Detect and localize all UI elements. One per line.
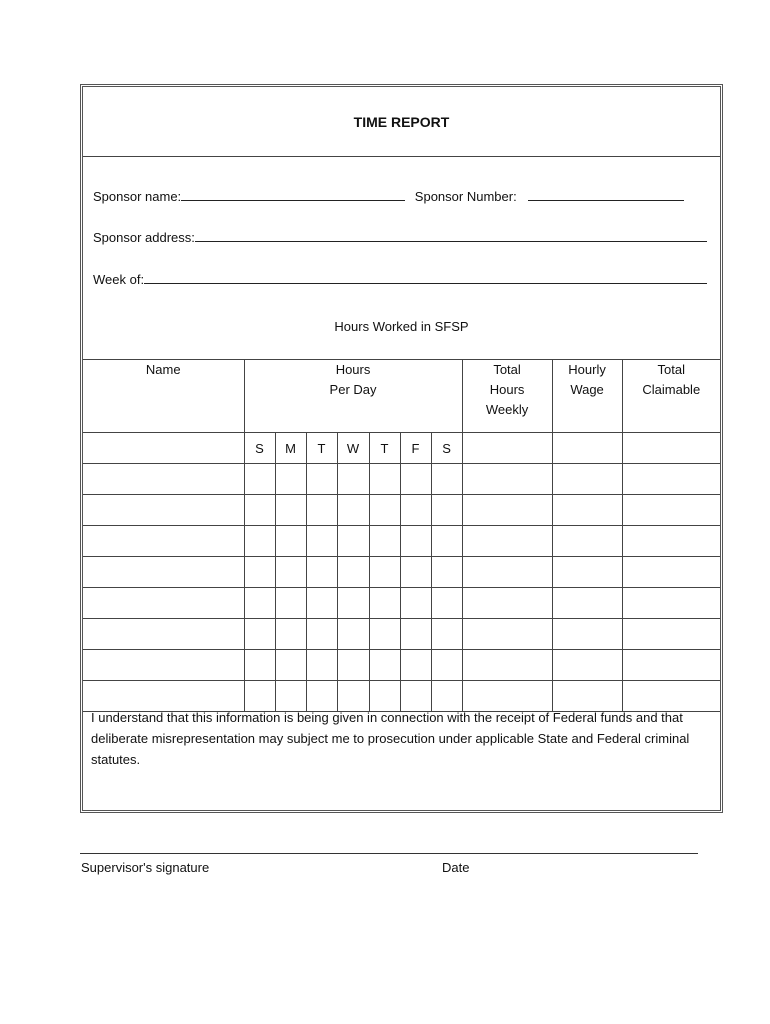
- table-cell[interactable]: [462, 557, 552, 588]
- sponsor-name-label: Sponsor name:: [93, 189, 182, 204]
- time-report-form: [80, 84, 723, 813]
- table-cell[interactable]: [462, 650, 552, 681]
- header-hours-per-day: Hours Per Day: [244, 360, 462, 433]
- table-cell[interactable]: [244, 650, 275, 681]
- table-cell[interactable]: [431, 588, 462, 619]
- table-cell[interactable]: [275, 464, 306, 495]
- table-cell[interactable]: [244, 495, 275, 526]
- day-label-thursday: T: [369, 433, 400, 464]
- table-cell[interactable]: [337, 526, 369, 557]
- supervisor-signature-line[interactable]: [80, 853, 698, 854]
- table-cell[interactable]: [552, 619, 622, 650]
- table-cell[interactable]: [369, 650, 400, 681]
- header-name: Name: [83, 360, 244, 433]
- table-cell[interactable]: [431, 495, 462, 526]
- table-cell[interactable]: [400, 495, 431, 526]
- table-cell[interactable]: [306, 619, 337, 650]
- table-cell[interactable]: [83, 526, 244, 557]
- table-cell[interactable]: [337, 650, 369, 681]
- header-total-claimable: Total Claimable: [622, 360, 720, 433]
- table-row: [83, 526, 720, 557]
- sponsor-address-row: [93, 228, 707, 245]
- table-cell[interactable]: [83, 557, 244, 588]
- table-row: [83, 464, 720, 495]
- table-cell[interactable]: [552, 588, 622, 619]
- table-cell[interactable]: [275, 650, 306, 681]
- table-cell[interactable]: [622, 588, 720, 619]
- table-cell[interactable]: [83, 588, 244, 619]
- table-cell[interactable]: [337, 557, 369, 588]
- table-cell[interactable]: [306, 588, 337, 619]
- table-cell[interactable]: [400, 464, 431, 495]
- week-of-line[interactable]: [144, 270, 707, 284]
- table-cell[interactable]: [306, 557, 337, 588]
- table-cell[interactable]: [431, 464, 462, 495]
- table-cell[interactable]: [306, 495, 337, 526]
- table-cell[interactable]: [369, 619, 400, 650]
- table-cell[interactable]: [83, 619, 244, 650]
- form-title: TIME REPORT: [83, 87, 720, 157]
- table-cell[interactable]: [275, 619, 306, 650]
- table-cell[interactable]: [622, 650, 720, 681]
- table-cell[interactable]: [552, 433, 622, 464]
- table-cell[interactable]: [337, 495, 369, 526]
- table-cell[interactable]: [400, 557, 431, 588]
- table-row: [83, 588, 720, 619]
- table-cell[interactable]: [306, 464, 337, 495]
- day-label-saturday: S: [431, 433, 462, 464]
- table-cell[interactable]: [552, 464, 622, 495]
- table-cell[interactable]: [622, 557, 720, 588]
- hours-table: [83, 359, 720, 712]
- table-cell[interactable]: [337, 588, 369, 619]
- table-cell[interactable]: [369, 557, 400, 588]
- table-row: [83, 619, 720, 650]
- table-cell[interactable]: [275, 495, 306, 526]
- table-cell[interactable]: [83, 433, 244, 464]
- table-cell[interactable]: [275, 526, 306, 557]
- table-cell[interactable]: [462, 433, 552, 464]
- sponsor-number-label: Sponsor Number:: [414, 189, 517, 204]
- supervisor-signature-label: Supervisor's signature: [81, 860, 210, 875]
- table-cell[interactable]: [337, 464, 369, 495]
- table-row: [83, 650, 720, 681]
- table-cell[interactable]: [400, 619, 431, 650]
- table-header-row: [83, 360, 720, 433]
- table-cell[interactable]: [83, 495, 244, 526]
- table-cell[interactable]: [337, 619, 369, 650]
- sponsor-name-line[interactable]: [181, 187, 405, 201]
- table-cell[interactable]: [400, 588, 431, 619]
- table-cell[interactable]: [369, 495, 400, 526]
- table-cell[interactable]: [244, 464, 275, 495]
- header-total-hours-weekly: Total Hours Weekly: [462, 360, 552, 433]
- table-cell[interactable]: [431, 650, 462, 681]
- sponsor-address-line[interactable]: [195, 228, 707, 242]
- header-hourly-wage: Hourly Wage: [552, 360, 622, 433]
- table-cell[interactable]: [462, 526, 552, 557]
- day-labels-row: [83, 433, 720, 464]
- table-cell[interactable]: [431, 619, 462, 650]
- table-cell[interactable]: [622, 619, 720, 650]
- table-cell[interactable]: [83, 650, 244, 681]
- sponsor-number-line[interactable]: [528, 187, 684, 201]
- table-cell[interactable]: [400, 650, 431, 681]
- sponsor-address-label: Sponsor address:: [93, 230, 195, 245]
- table-cell[interactable]: [622, 464, 720, 495]
- sponsor-name-row: [93, 187, 684, 204]
- table-cell[interactable]: [552, 650, 622, 681]
- table-cell[interactable]: [306, 650, 337, 681]
- week-of-row: [93, 270, 707, 287]
- table-cell[interactable]: [244, 526, 275, 557]
- table-cell[interactable]: [552, 526, 622, 557]
- table-cell[interactable]: [400, 526, 431, 557]
- table-row: [83, 495, 720, 526]
- week-of-label: Week of:: [93, 272, 145, 287]
- table-cell[interactable]: [275, 557, 306, 588]
- certification-statement: I understand that this information is being given in connection with the receipt of Federal funds and that deliberate misrepresentation may subject me to prosecution under applicable State and Federal criminal statutes.: [91, 710, 690, 767]
- table-cell[interactable]: [369, 526, 400, 557]
- table-cell[interactable]: [275, 588, 306, 619]
- table-cell[interactable]: [462, 619, 552, 650]
- table-row: [83, 557, 720, 588]
- date-label: Date: [442, 860, 470, 875]
- table-cell[interactable]: [244, 588, 275, 619]
- table-cell[interactable]: [244, 619, 275, 650]
- table-cell[interactable]: [462, 588, 552, 619]
- day-label-friday: F: [400, 433, 431, 464]
- table-cell[interactable]: [306, 526, 337, 557]
- table-cell[interactable]: [622, 526, 720, 557]
- section-heading: Hours Worked in SFSP: [334, 319, 469, 334]
- day-label-monday: M: [275, 433, 306, 464]
- day-label-sunday: S: [244, 433, 275, 464]
- table-cell[interactable]: [431, 526, 462, 557]
- table-cell[interactable]: [83, 464, 244, 495]
- day-label-tuesday: T: [306, 433, 337, 464]
- table-cell[interactable]: [369, 588, 400, 619]
- table-cell[interactable]: [369, 464, 400, 495]
- table-cell[interactable]: [431, 557, 462, 588]
- table-cell[interactable]: [552, 557, 622, 588]
- table-cell[interactable]: [622, 495, 720, 526]
- table-cell[interactable]: [622, 433, 720, 464]
- table-cell[interactable]: [244, 557, 275, 588]
- day-label-wednesday: W: [337, 433, 369, 464]
- table-cell[interactable]: [462, 495, 552, 526]
- table-cell[interactable]: [552, 495, 622, 526]
- table-cell[interactable]: [462, 464, 552, 495]
